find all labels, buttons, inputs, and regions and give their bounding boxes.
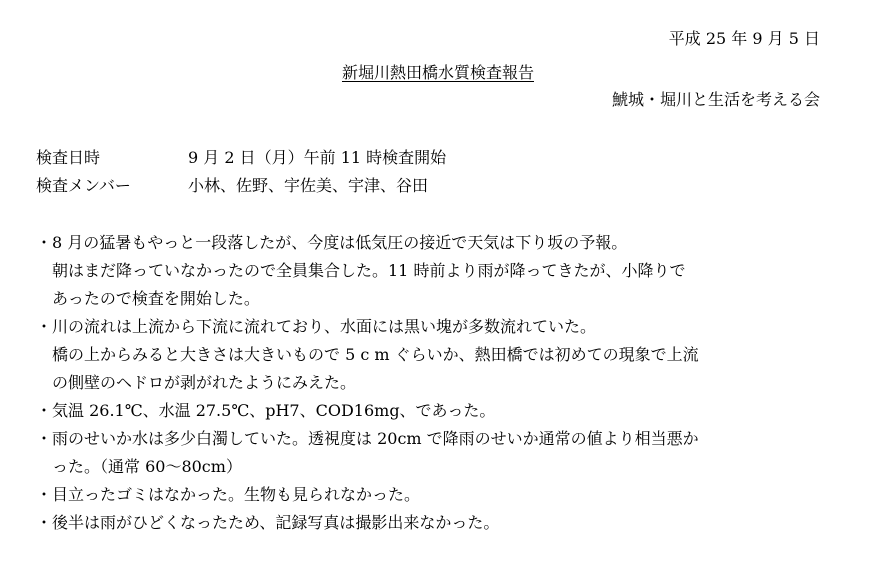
bullet-mark: ・: [36, 401, 53, 420]
observation-text: [52, 229, 836, 313]
bullet-mark: ・: [36, 317, 53, 336]
bullet-mark: ・: [36, 485, 53, 504]
inspection-datetime-label: 検査日時: [36, 148, 101, 167]
observation-line: の側壁のヘドロが剥がれたようにみえた。: [52, 373, 357, 392]
observation-line: 川の流れは上流から下流に流れており、水面には黒い塊が多数流れていた。: [52, 317, 597, 336]
inspection-members-label: 検査メンバー: [36, 176, 131, 195]
observation-text: [52, 425, 836, 481]
inspection-datetime-row: [36, 144, 836, 172]
bullet-mark: ・: [36, 513, 53, 532]
observation-item-turbidity: [36, 425, 836, 481]
observation-item-photos: [36, 509, 836, 537]
observation-item-measurements: [36, 397, 836, 425]
inspection-members-row: [36, 172, 836, 200]
observation-line: った。（通常 60～80cm）: [52, 457, 242, 476]
observation-line: 雨のせいか水は多少白濁していた。透視度は 20cm で降雨のせいか通常の値より相当悪か: [52, 429, 699, 448]
observation-list: [36, 229, 836, 537]
observation-line: 目立ったゴミはなかった。生物も見られなかった。: [52, 485, 421, 504]
observation-item-flow: [36, 313, 836, 397]
observation-line: 橋の上からみると大きさは大きいもので 5 c m ぐらいか、熱田橋では初めての現象で上流: [52, 345, 699, 364]
observation-line: 8 月の猛暑もやっと一段落したが、今度は低気圧の接近で天気は下り坂の予報。: [52, 233, 628, 252]
observation-line: 気温 26.1℃、水温 27.5℃、pH7、COD16mg、であった。: [52, 401, 496, 420]
bullet-mark: ・: [36, 429, 53, 448]
inspection-datetime-value: 9 月 2 日（月）午前 11 時検査開始: [188, 148, 447, 167]
observation-line: あったので検査を開始した。: [52, 289, 260, 308]
observation-line: 後半は雨がひどくなったため、記録写真は撮影出来なかった。: [52, 513, 500, 532]
report-title-text: 新堀川熱田橋水質検査報告: [341, 63, 534, 82]
observation-item-weather: [36, 229, 836, 313]
organization-name: 鯱城・堀川と生活を考える会: [611, 90, 820, 109]
report-title: [0, 60, 876, 83]
observation-text: [52, 509, 836, 537]
inspection-info: [36, 144, 836, 200]
inspection-members-value: 小林、佐野、宇佐美、宇津、谷田: [188, 176, 429, 195]
observation-text: [52, 313, 836, 397]
observation-text: [52, 397, 836, 425]
bullet-mark: ・: [36, 233, 53, 252]
observation-item-debris: [36, 481, 836, 509]
report-date: 平成 25 年 9 月 5 日: [668, 29, 820, 48]
observation-line: 朝はまだ降っていなかったので全員集合した。11 時前より雨が降ってきたが、小降りで: [52, 261, 686, 280]
observation-text: [52, 481, 836, 509]
